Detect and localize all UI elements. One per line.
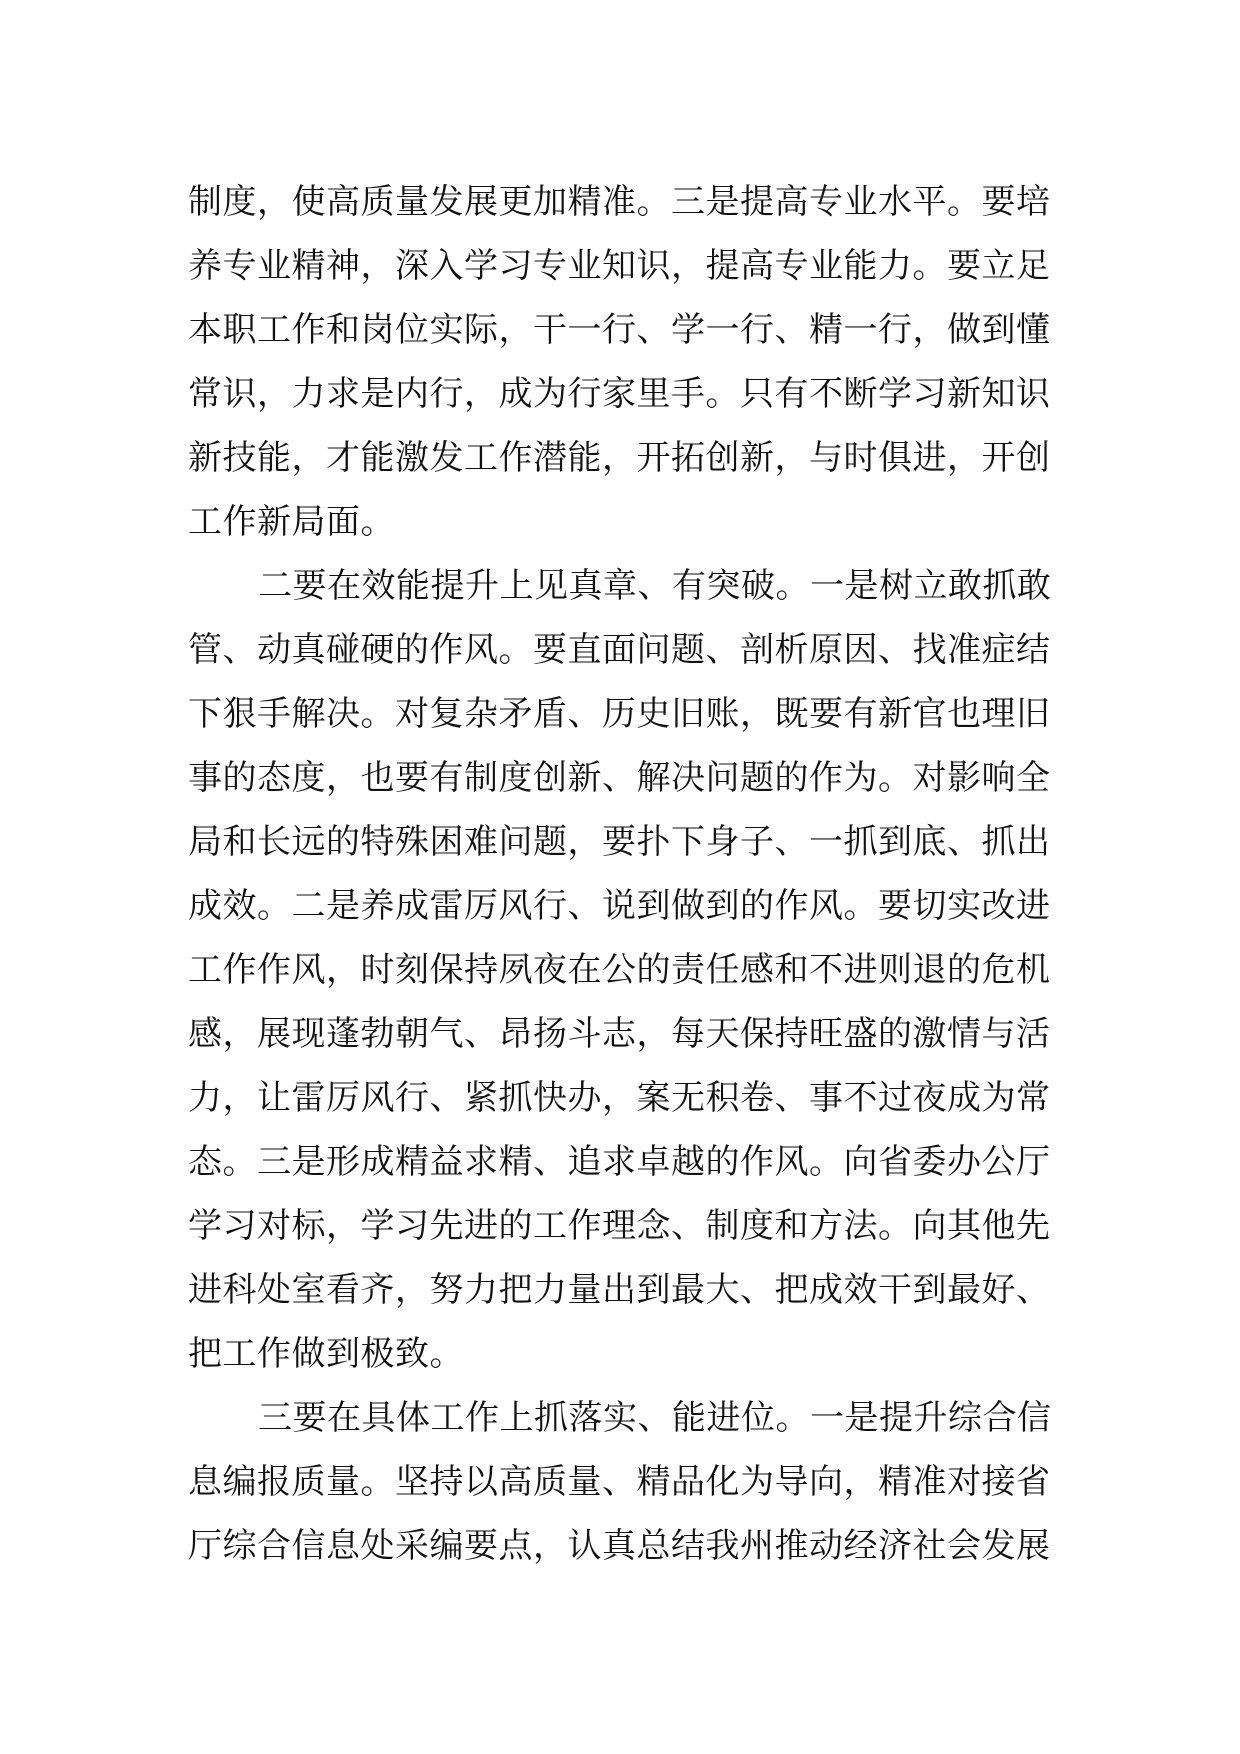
paragraph-start-line: 三要在具体工作上抓落实、能进位。一是提升综合信 — [258, 1398, 1052, 1438]
text-line: 态。三是形成精益求精、追求卓越的作风。向省委办公厅 — [188, 1142, 1051, 1182]
text-line: 事的态度，也要有制度创新、解决问题的作为。对影响全 — [188, 758, 1051, 798]
text-line: 制度，使高质量发展更加精准。三是提高专业水平。要培 — [188, 182, 1051, 222]
text-line: 息编报质量。坚持以高质量、精品化为导向，精准对接省 — [188, 1462, 1051, 1502]
text-line: 力，让雷厉风行、紧抓快办，案无积卷、事不过夜成为常 — [188, 1078, 1051, 1118]
text-line: 感，展现蓬勃朝气、昂扬斗志，每天保持旺盛的激情与活 — [188, 1014, 1051, 1054]
text-line: 局和长远的特殊困难问题，要扑下身子、一抓到底、抓出 — [188, 822, 1051, 862]
text-line: 厅综合信息处采编要点，认真总结我州推动经济社会发展 — [188, 1526, 1051, 1566]
paragraph-start-line: 二要在效能提升上见真章、有突破。一是树立敢抓敢 — [258, 566, 1052, 606]
text-line: 新技能，才能激发工作潜能，开拓创新，与时俱进，开创 — [188, 438, 1051, 478]
text-line: 进科处室看齐，努力把力量出到最大、把成效干到最好、 — [188, 1270, 1051, 1310]
text-line: 养专业精神，深入学习专业知识，提高专业能力。要立足 — [188, 246, 1051, 286]
text-line: 常识，力求是内行，成为行家里手。只有不断学习新知识 — [188, 374, 1051, 414]
text-line: 工作新局面。 — [188, 502, 395, 542]
text-line: 本职工作和岗位实际，干一行、学一行、精一行，做到懂 — [188, 310, 1051, 350]
text-line: 工作作风，时刻保持夙夜在公的责任感和不进则退的危机 — [188, 950, 1051, 990]
text-line: 学习对标，学习先进的工作理念、制度和方法。向其他先 — [188, 1206, 1051, 1246]
text-line: 成效。二是养成雷厉风行、说到做到的作风。要切实改进 — [188, 886, 1051, 926]
text-line: 把工作做到极致。 — [188, 1334, 464, 1374]
text-line: 管、动真碰硬的作风。要直面问题、剖析原因、找准症结 — [188, 630, 1051, 670]
text-line: 下狠手解决。对复杂矛盾、历史旧账，既要有新官也理旧 — [188, 694, 1051, 734]
body-text — [188, 170, 1062, 1578]
